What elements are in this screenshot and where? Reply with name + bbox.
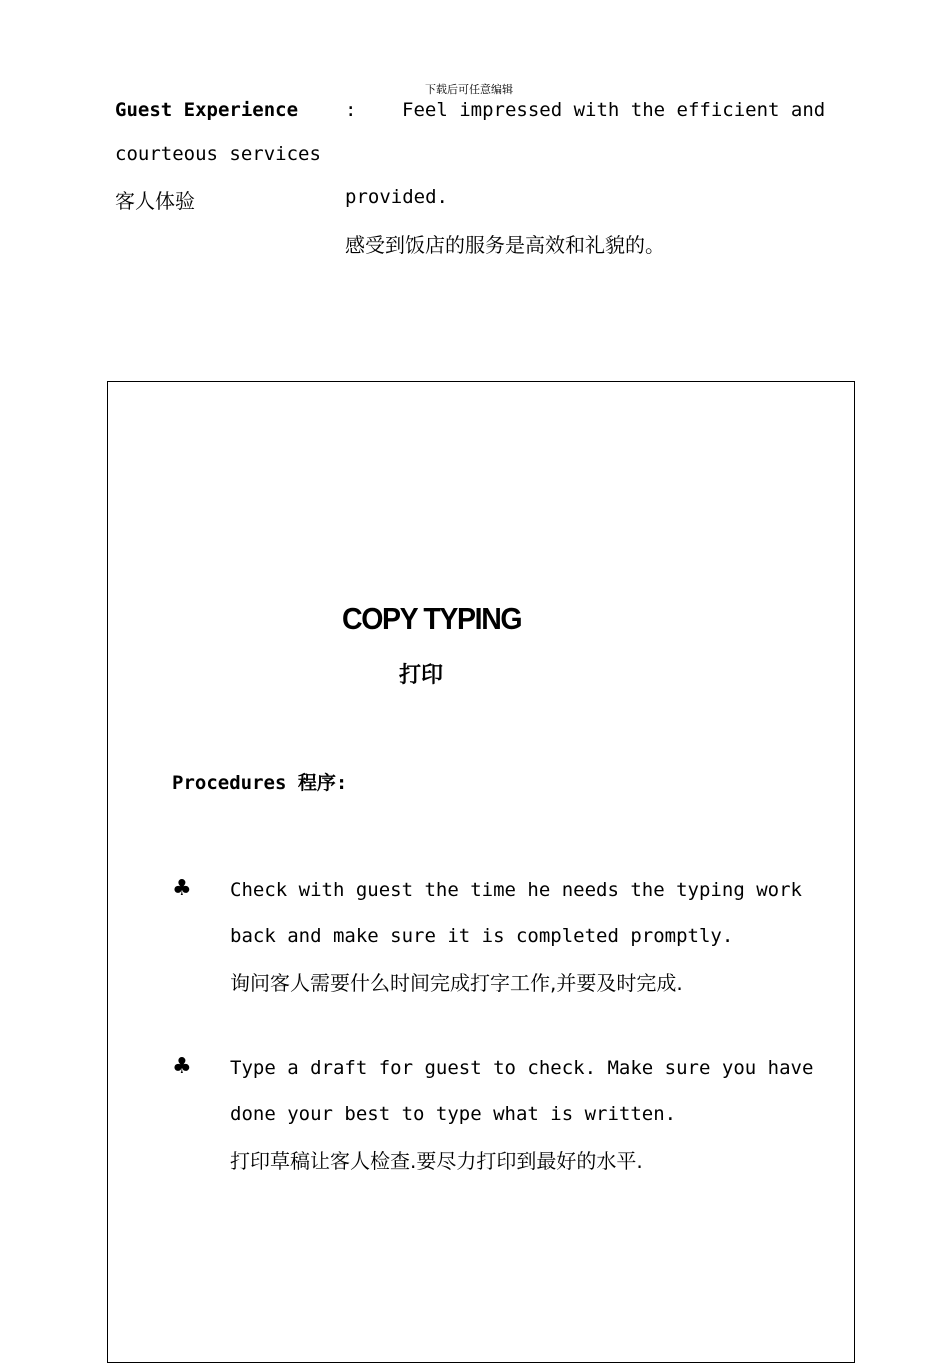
guest-experience-line2: courteous services [115, 143, 321, 165]
section-title: COPY TYPING [342, 601, 522, 636]
procedure-1-line1: Check with guest the time he needs the typing work [230, 879, 802, 901]
procedure-1-cn: 询问客人需要什么时间完成打字工作,并要及时完成. [230, 971, 683, 995]
section-frame [107, 381, 855, 1363]
guest-experience-label-cn: 客人体验 [115, 189, 195, 213]
procedure-2-line1: Type a draft for guest to check. Make sure you have [230, 1057, 814, 1079]
section-subtitle: 打印 [399, 663, 444, 688]
club-bullet-icon: ♣ [172, 876, 192, 901]
club-bullet-icon: ♣ [172, 1054, 192, 1079]
colon: : [345, 99, 357, 121]
guest-experience-line4-cn: 感受到饭店的服务是高效和礼貌的。 [345, 233, 665, 257]
procedure-2-cn: 打印草稿让客人检查.要尽力打印到最好的水平. [230, 1149, 643, 1173]
procedure-2-line2: done your best to type what is written. [230, 1103, 677, 1125]
procedure-1-line2: back and make sure it is completed promptly. [230, 925, 734, 947]
guest-experience-label: Guest Experience [115, 99, 299, 121]
download-note: 下载后可任意编辑 [425, 83, 513, 96]
guest-experience-line3: provided. [345, 186, 448, 208]
guest-experience-line1: Feel impressed with the efficient and [402, 99, 826, 121]
procedures-label: Procedures 程序: [172, 772, 348, 794]
